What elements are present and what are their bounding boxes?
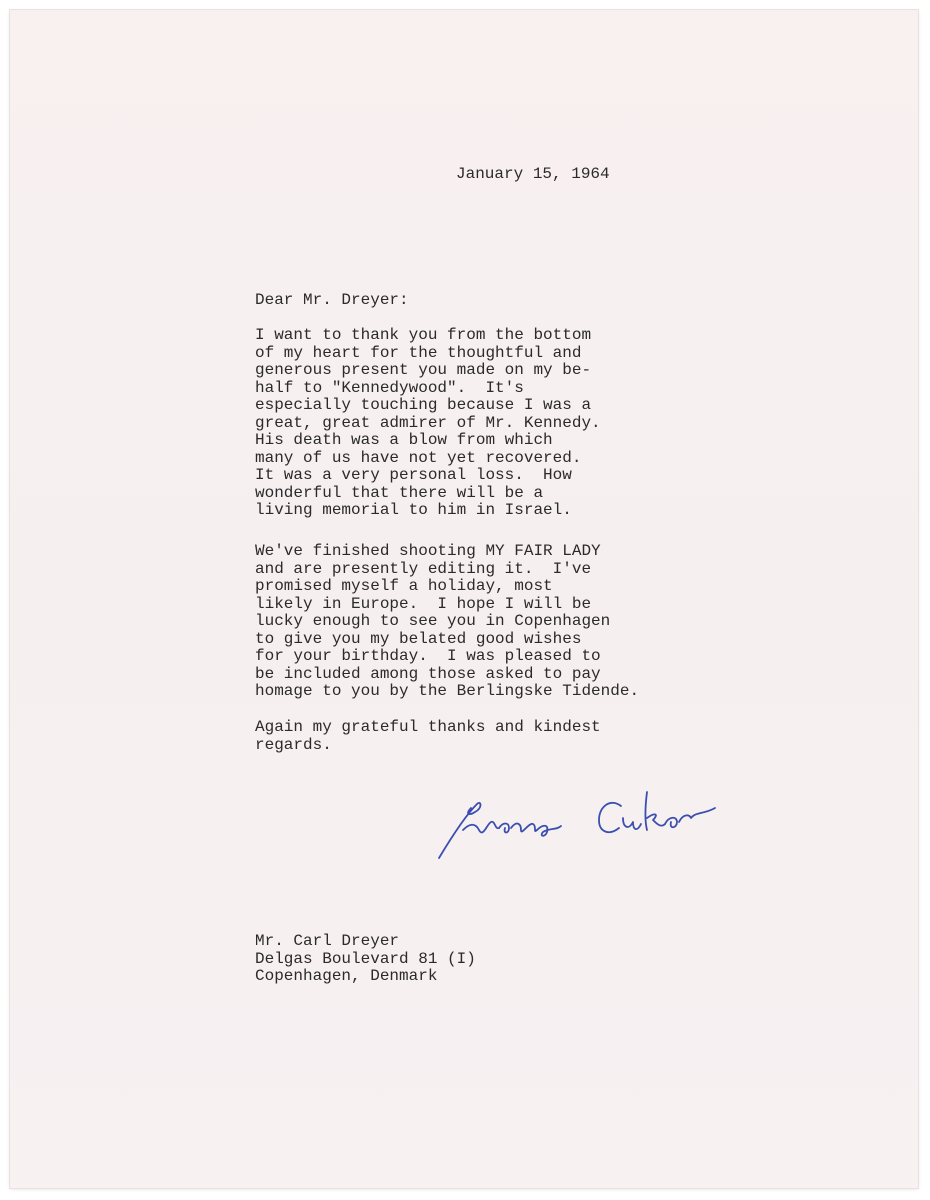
closing-paragraph: Again my grateful thanks and kindest regards. [255, 718, 601, 754]
recipient-address: Mr. Carl Dreyer Delgas Boulevard 81 (I) Copenhagen, Denmark [255, 932, 476, 985]
handwritten-signature [425, 778, 745, 868]
body-paragraph-2: We've finished shooting MY FAIR LADY and are presently editing it. I've promised myself a holiday, most likely in Europe. I hope I will be lucky enough to see you in Copenhagen to give you my belated good wishes for your birthday. I was pleased to be included among those asked to pay homage to you by the Berlingske Tidende. [255, 542, 640, 700]
body-paragraph-1: I want to thank you from the bottom of my heart for the thoughtful and generous present you made on my be- half to "Kennedywood". It's especially touching because I was a great, great admirer of Mr. Kennedy. His death was a blow from which many of us have not yet recovered. It was a very personal loss. How wonderful that there will be a living memorial to him in Israel. [255, 326, 601, 519]
letter-sheet [10, 10, 918, 1188]
salutation: Dear Mr. Dreyer: [255, 291, 409, 309]
letter-date: January 15, 1964 [456, 165, 610, 183]
